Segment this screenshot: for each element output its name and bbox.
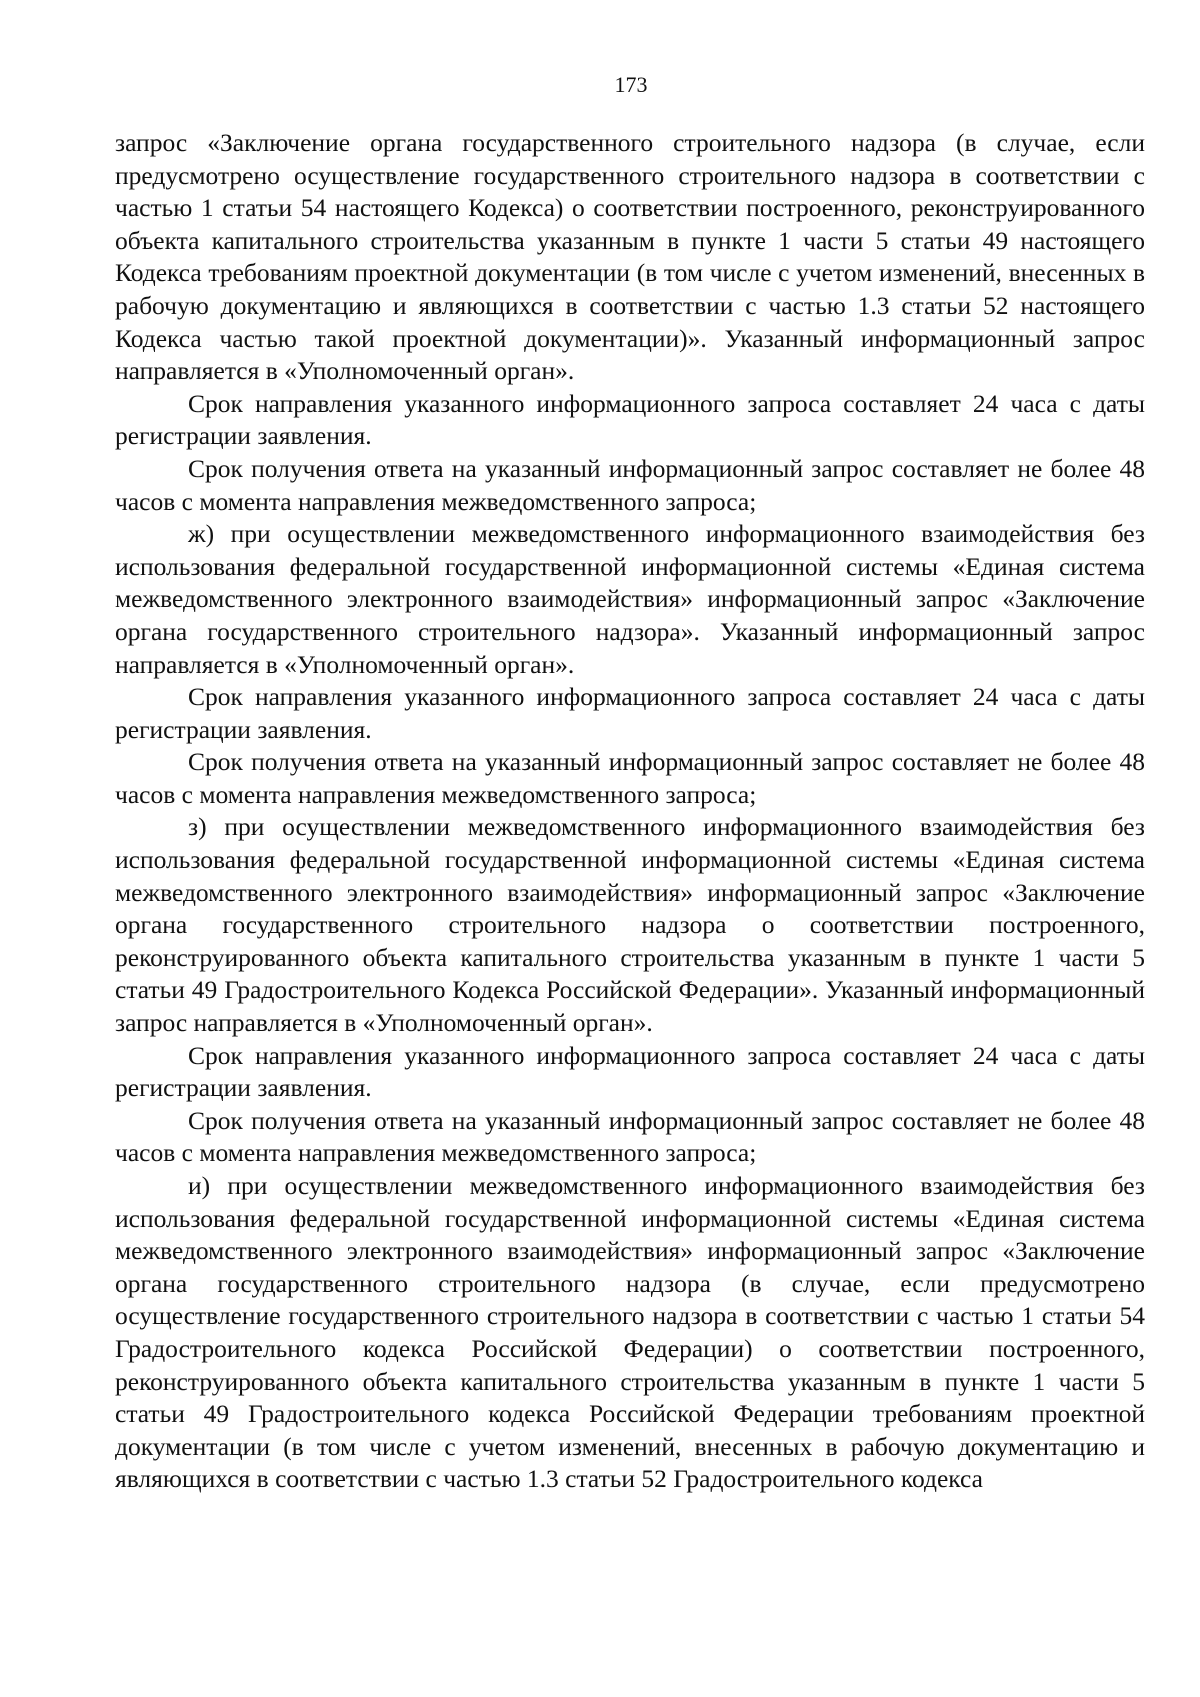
paragraph: Срок получения ответа на указанный информационный запрос составляет не более 48 часов с момента направления межведомственного запроса; — [115, 747, 1145, 809]
paragraph: Срок получения ответа на указанный информационный запрос составляет не более 48 часов с момента направления межведомственного запроса; — [115, 453, 1145, 516]
paragraph-continuation: запрос «Заключение органа государственного строительного надзора (в случае, если предусмотрено осуществление государственного строительного надзора в соответствии с частью 1 статьи 54 настоящего Кодекса) о соответствии построенного, реконструированного объекта капитального строительства указанным в пункте 1 части 5 статьи 49 настоящего Кодекса требованиям проектной документации (в том числе с учетом изменений, внесенных в рабочую документацию и являющихся в соответствии с частью 1.3 статьи 52 настоящего Кодекса частью такой проектной документации)». Указанный информационный запрос направляется в «Уполномоченный орган». — [115, 128, 1145, 386]
paragraph: Срок направления указанного информационного запроса составляет 24 часа с даты регистрации заявления. — [115, 388, 1145, 451]
document-body — [115, 127, 1145, 1496]
paragraph: Срок направления указанного информационного запроса составляет 24 часа с даты регистрации заявления. — [115, 682, 1145, 744]
paragraph: Срок направления указанного информационного запроса составляет 24 часа с даты регистрации заявления. — [115, 1040, 1145, 1103]
paragraph-item-i: и) при осуществлении межведомственного информационного взаимодействия без использования федеральной государственной информационной системы «Единая система межведомственного электронного взаимодействия» информационный запрос «Заключение органа государственного строительного надзора (в случае, если предусмотрено осуществление государственного строительного надзора в соответствии с частью 1 статьи 54 Градостроительного кодекса Российской Федерации) о соответствии построенного, реконструированного объекта капитального строительства указанным в пункте 1 части 5 статьи 49 Градостроительного кодекса Российской Федерации требованиям проектной документации (в том числе с учетом изменений, внесенных в рабочую документацию и являющихся в соответствии с частью 1.3 статьи 52 Градостроительного кодекса — [115, 1171, 1145, 1494]
page-number: 173 — [614, 72, 648, 97]
paragraph: Срок получения ответа на указанный информационный запрос составляет не более 48 часов с момента направления межведомственного запроса; — [115, 1105, 1145, 1168]
paragraph-item-zh: ж) при осуществлении межведомственного информационного взаимодействия без использования федеральной государственной информационной системы «Единая система межведомственного электронного взаимодействия» информационный запрос «Заключение органа государственного строительного надзора». Указанный информационный запрос направляется в «Уполномоченный орган». — [115, 519, 1145, 679]
paragraph-item-z: з) при осуществлении межведомственного информационного взаимодействия без использования федеральной государственной информационной системы «Единая система межведомственного электронного взаимодействия» информационный запрос «Заключение органа государственного строительного надзора о соответствии построенного, реконструированного объекта капитального строительства указанным в пункте 1 части 5 статьи 49 Градостроительного Кодекса Российской Федерации». Указанный информационный запрос направляется в «Уполномоченный орган». — [115, 812, 1145, 1038]
